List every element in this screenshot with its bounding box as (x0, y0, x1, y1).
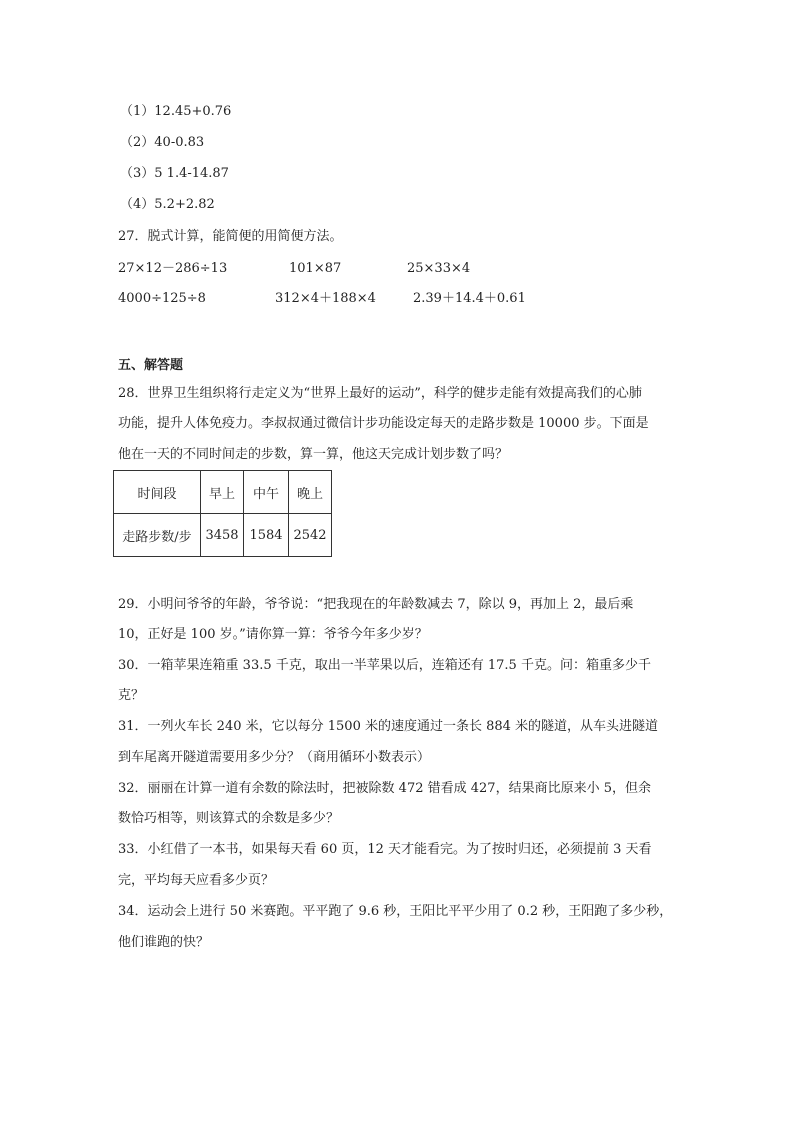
question-29-line-2: 10，正好是 100 岁。”请你算一算：爷爷今年多少岁？ (118, 627, 428, 642)
question-31-line-2: 到车尾离开隧道需要用多少分？（商用循环小数表示） (118, 750, 431, 765)
question-34-line-2: 他们谁跑的快？ (118, 935, 210, 950)
question-30-line-1: 30．一箱苹果连箱重 33.5 千克，取出一半苹果以后，连箱还有 17.5 千克。问：箱重多少千 (118, 658, 651, 673)
q27-expr-2: 101×87 (289, 261, 342, 276)
calc-item-4: （4）5.2+2.82 (120, 197, 215, 212)
question-34-line-1: 34．运动会上进行 50 米赛跑。平平跑了 9.6 秒，王阳比平平少用了 0.2 秒，王阳跑了多少秒， (118, 904, 673, 919)
question-30-line-2: 克？ (118, 688, 145, 703)
question-33-line-1: 33．小红借了一本书，如果每天看 60 页，12 天才能看完。为了按时归还，必须提前 3 天看 (118, 842, 652, 857)
q27-expr-1: 27×12－286÷13 (118, 261, 228, 276)
calc-item-3: （3）5 1.4-14.87 (120, 166, 229, 181)
question-28-line-1: 28．世界卫生组织将行走定义为“世界上最好的运动”，科学的健步走能有效提高我们的心肺 (118, 386, 642, 401)
steps-table (113, 470, 332, 557)
calc-item-1: （1）12.45+0.76 (120, 104, 232, 119)
q27-expr-4: 4000÷125÷8 (118, 291, 206, 306)
question-31-line-1: 31．一列火车长 240 米，它以每分 1500 米的速度通过一条长 884 米的隧道，从车头进隧道 (118, 719, 659, 734)
question-32-line-1: 32．丽丽在计算一道有余数的除法时，把被除数 472 错看成 427，结果商比原来小 5，但余 (118, 781, 651, 796)
q27-expr-5: 312×4＋188×4 (275, 291, 376, 306)
q27-expr-3: 25×33×4 (407, 261, 471, 276)
table-cell: 2542 (289, 514, 332, 557)
table-header-cell: 中午 (244, 471, 289, 514)
table-cell: 3458 (201, 514, 244, 557)
question-32-line-2: 数恰巧相等，则该算式的余数是多少？ (118, 811, 340, 826)
question-33-line-2: 完，平均每天应看多少页？ (118, 873, 275, 888)
table-header-cell: 晚上 (289, 471, 332, 514)
table-row (114, 471, 332, 514)
question-27-title: 27．脱式计算，能简便的用简便方法。 (118, 229, 343, 244)
table-cell: 走路步数/步 (114, 514, 201, 557)
q27-expr-6: 2.39＋14.4＋0.61 (413, 291, 526, 306)
calc-item-2: （2）40-0.83 (120, 135, 205, 150)
table-header-cell: 时间段 (114, 471, 201, 514)
table-cell: 1584 (244, 514, 289, 557)
question-28-line-2: 功能，提升人体免疫力。李叔叔通过微信计步功能设定每天的走路步数是 10000 步。下面是 (118, 416, 649, 431)
table-row (114, 514, 332, 557)
table-header-cell: 早上 (201, 471, 244, 514)
question-29-line-1: 29．小明问爷爷的年龄，爷爷说：“把我现在的年龄数减去 7，除以 9，再加上 2，最后乘 (118, 597, 634, 612)
section-title: 五、解答题 (118, 358, 184, 373)
question-28-line-3: 他在一天的不同时间走的步数，算一算，他这天完成计划步数了吗？ (118, 447, 509, 462)
